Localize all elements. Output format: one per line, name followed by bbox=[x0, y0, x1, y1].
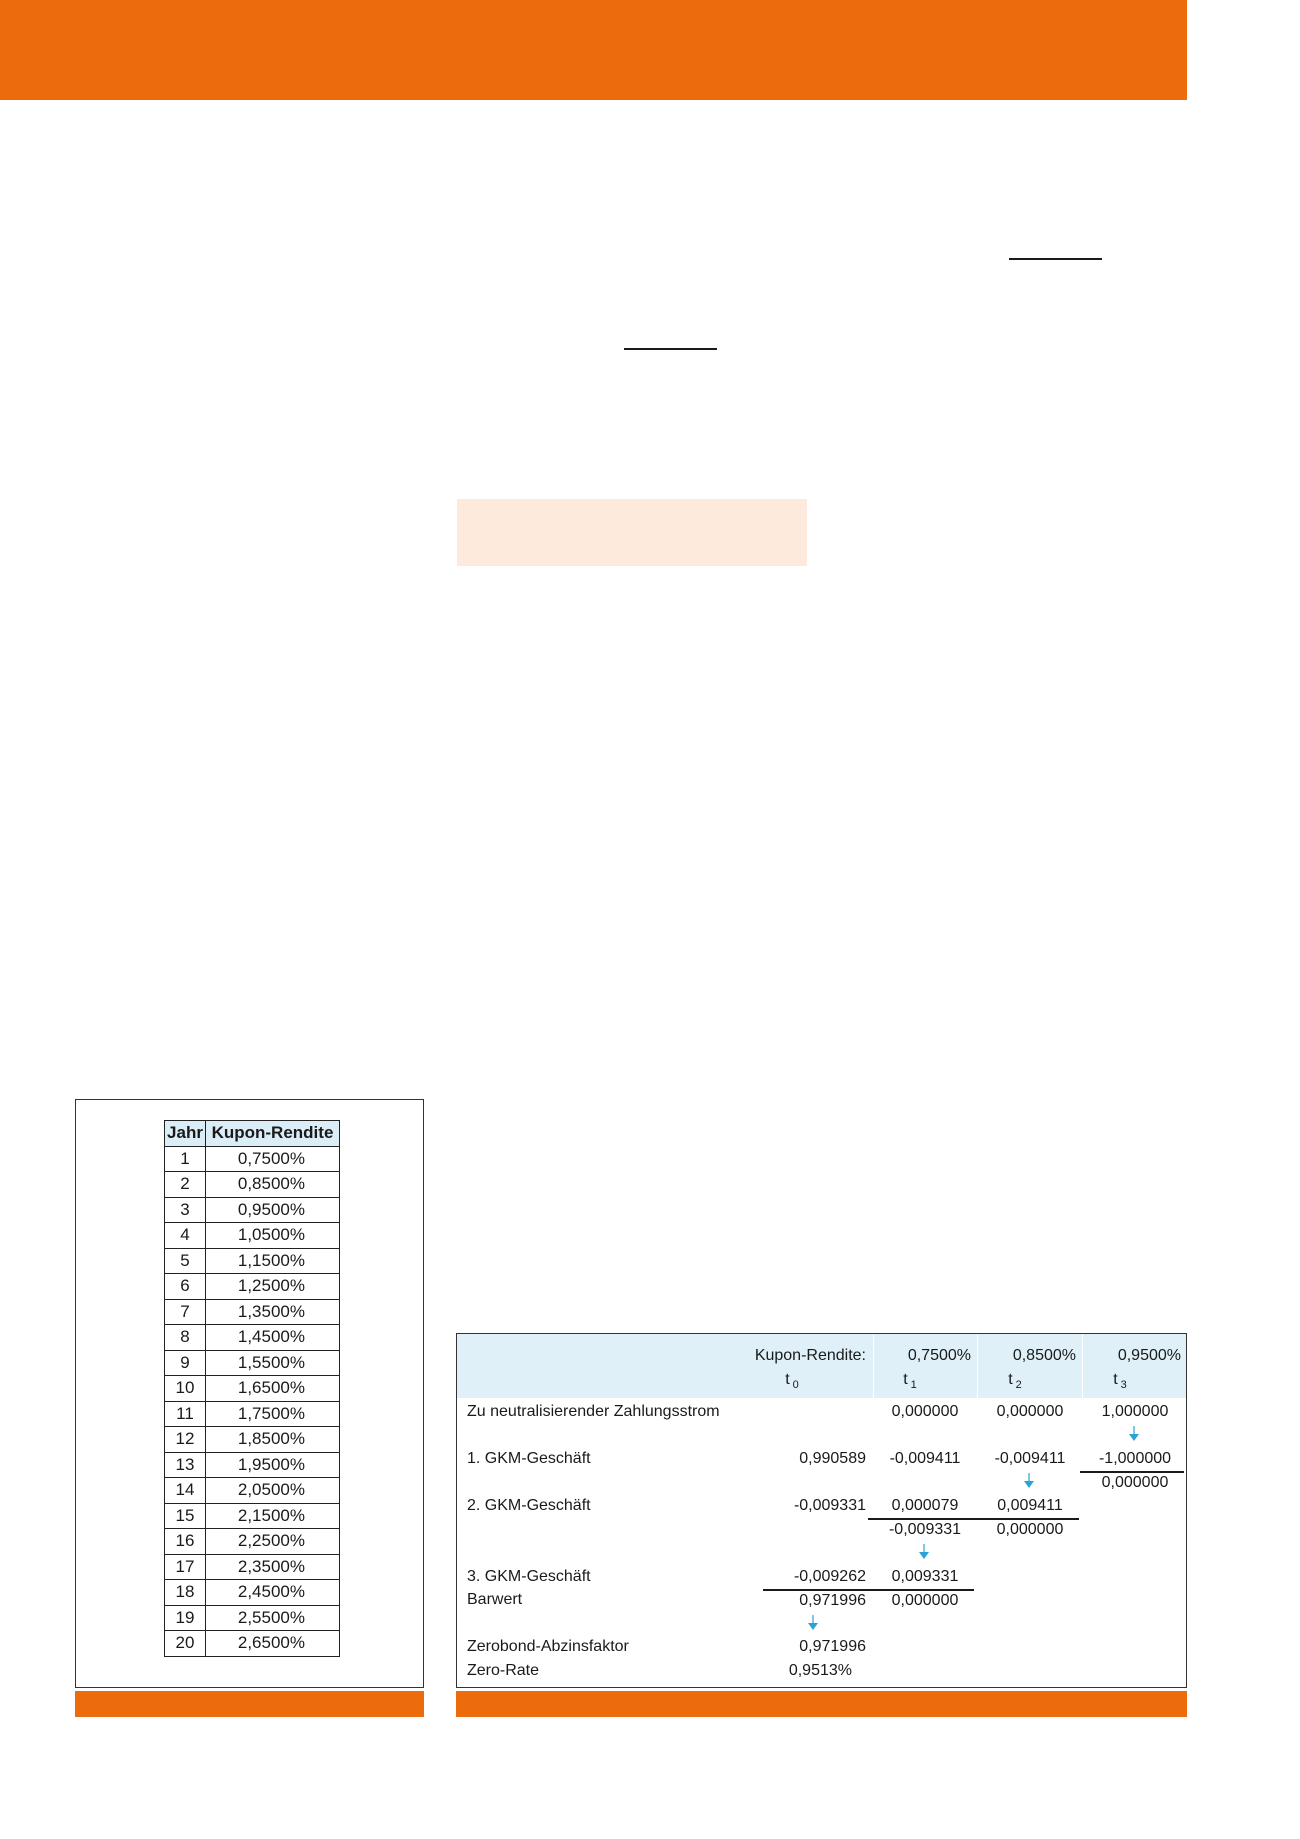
year-cell: 15 bbox=[165, 1503, 206, 1529]
coupon-yield-cell: 1,6500% bbox=[206, 1376, 340, 1402]
gkm-1-sum-t3: 0,000000 bbox=[1101, 1474, 1169, 1491]
coupon-yield-cell: 1,3500% bbox=[206, 1299, 340, 1325]
left-panel-footer-bar bbox=[75, 1691, 424, 1717]
gkm-2-sum-t2: 0,000000 bbox=[996, 1521, 1064, 1538]
top-banner bbox=[0, 0, 1187, 100]
table-row bbox=[165, 1248, 340, 1274]
year-cell: 16 bbox=[165, 1529, 206, 1555]
table-row bbox=[165, 1605, 340, 1631]
coupon-yield-cell: 2,1500% bbox=[206, 1503, 340, 1529]
coupon-yield-cell: 2,2500% bbox=[206, 1529, 340, 1555]
discount-factor-t0: 0,971996 bbox=[799, 1638, 866, 1655]
header-time-t2: t $_2$ bbox=[1008, 1371, 1022, 1391]
coupon-yield-cell: 1,9500% bbox=[206, 1452, 340, 1478]
gkm-1-t1: -0,009411 bbox=[889, 1450, 961, 1467]
yield-table-panel bbox=[75, 1099, 424, 1688]
row-label-present-value: Barwert bbox=[467, 1591, 523, 1608]
yield-table-header bbox=[165, 1121, 340, 1147]
year-cell: 10 bbox=[165, 1376, 206, 1402]
calc-header bbox=[457, 1334, 1186, 1398]
cashflow-t3: 1,000000 bbox=[1101, 1403, 1169, 1420]
table-row bbox=[165, 1197, 340, 1223]
header-time-t0: t $_0$ bbox=[785, 1371, 799, 1391]
bootstrapping-panel bbox=[456, 1333, 1187, 1688]
year-cell: 1 bbox=[165, 1146, 206, 1172]
year-cell: 5 bbox=[165, 1248, 206, 1274]
gkm-2-t0: -0,009331 bbox=[793, 1497, 866, 1514]
coupon-yield-cell: 1,2500% bbox=[206, 1274, 340, 1300]
year-cell: 6 bbox=[165, 1274, 206, 1300]
gkm-1-t2: -0,009411 bbox=[994, 1450, 1066, 1467]
right-panel-footer-bar bbox=[456, 1691, 1187, 1717]
gkm-1-t0: 0,990589 bbox=[799, 1450, 866, 1467]
arrow-down-icon bbox=[1023, 1473, 1035, 1489]
zero-rate-t0: 0,9513% bbox=[788, 1662, 852, 1679]
fraction-rule-lower bbox=[624, 348, 717, 350]
table-row bbox=[165, 1503, 340, 1529]
table-row bbox=[165, 1401, 340, 1427]
gkm-2-t2: 0,009411 bbox=[997, 1497, 1063, 1514]
coupon-yield-cell: 2,5500% bbox=[206, 1605, 340, 1631]
year-cell: 19 bbox=[165, 1605, 206, 1631]
fraction-rule-upper bbox=[1009, 258, 1102, 260]
header-rate-t1: 0,7500% bbox=[907, 1347, 971, 1364]
year-cell: 20 bbox=[165, 1631, 206, 1657]
table-row bbox=[165, 1223, 340, 1249]
table-row bbox=[165, 1325, 340, 1351]
coupon-yield-cell: 1,7500% bbox=[206, 1401, 340, 1427]
year-cell: 14 bbox=[165, 1478, 206, 1504]
row-label-gkm-1: 1. GKM-Geschäft bbox=[467, 1450, 591, 1467]
table-row bbox=[165, 1631, 340, 1657]
header-time-t3: t $_3$ bbox=[1113, 1371, 1127, 1391]
yield-table bbox=[164, 1120, 340, 1657]
gkm-2-t1: 0,000079 bbox=[891, 1497, 959, 1514]
table-row bbox=[165, 1478, 340, 1504]
column-header-year: Jahr bbox=[165, 1121, 206, 1147]
gkm-1-t3: -1,000000 bbox=[1098, 1450, 1172, 1467]
coupon-yield-cell: 0,9500% bbox=[206, 1197, 340, 1223]
year-cell: 13 bbox=[165, 1452, 206, 1478]
arrow-down-icon bbox=[918, 1544, 930, 1560]
table-row bbox=[165, 1146, 340, 1172]
coupon-yield-cell: 2,4500% bbox=[206, 1580, 340, 1606]
year-cell: 18 bbox=[165, 1580, 206, 1606]
present-value-t0: 0,971996 bbox=[799, 1592, 866, 1609]
year-cell: 7 bbox=[165, 1299, 206, 1325]
column-header-coupon-yield: Kupon-Rendite bbox=[206, 1121, 340, 1147]
coupon-yield-cell: 2,6500% bbox=[206, 1631, 340, 1657]
year-cell: 9 bbox=[165, 1350, 206, 1376]
table-row bbox=[165, 1274, 340, 1300]
coupon-yield-cell: 0,8500% bbox=[206, 1172, 340, 1198]
table-row bbox=[165, 1529, 340, 1555]
year-cell: 2 bbox=[165, 1172, 206, 1198]
header-time-t1: t $_1$ bbox=[903, 1371, 917, 1391]
arrow-down-icon bbox=[807, 1615, 819, 1631]
row-label-gkm-2: 2. GKM-Geschäft bbox=[467, 1497, 591, 1514]
header-rate-t2: 0,8500% bbox=[1012, 1347, 1076, 1364]
year-cell: 12 bbox=[165, 1427, 206, 1453]
table-row bbox=[165, 1452, 340, 1478]
table-row bbox=[165, 1299, 340, 1325]
year-cell: 8 bbox=[165, 1325, 206, 1351]
table-row bbox=[165, 1376, 340, 1402]
year-cell: 17 bbox=[165, 1554, 206, 1580]
year-cell: 4 bbox=[165, 1223, 206, 1249]
highlight-box bbox=[457, 499, 807, 566]
coupon-yield-cell: 2,3500% bbox=[206, 1554, 340, 1580]
row-label-zero-rate: Zero-Rate bbox=[467, 1662, 540, 1679]
table-row bbox=[165, 1350, 340, 1376]
cashflow-t1: 0,000000 bbox=[891, 1403, 959, 1420]
coupon-yield-cell: 1,8500% bbox=[206, 1427, 340, 1453]
cashflow-t2: 0,000000 bbox=[996, 1403, 1064, 1420]
table-row bbox=[165, 1427, 340, 1453]
coupon-yield-cell: 0,7500% bbox=[206, 1146, 340, 1172]
row-label-cashflow: Zu neutralisierender Zahlungsstrom bbox=[467, 1403, 720, 1420]
row-label-gkm-3: 3. GKM-Geschäft bbox=[467, 1568, 591, 1585]
table-row bbox=[165, 1172, 340, 1198]
coupon-yield-cell: 1,5500% bbox=[206, 1350, 340, 1376]
coupon-yield-cell: 1,4500% bbox=[206, 1325, 340, 1351]
coupon-yield-cell: 1,1500% bbox=[206, 1248, 340, 1274]
row-label-discount-factor: Zerobond-Abzinsfaktor bbox=[467, 1638, 629, 1655]
year-cell: 3 bbox=[165, 1197, 206, 1223]
coupon-yield-cell: 2,0500% bbox=[206, 1478, 340, 1504]
table-row bbox=[165, 1554, 340, 1580]
arrow-down-icon bbox=[1128, 1426, 1140, 1442]
year-cell: 11 bbox=[165, 1401, 206, 1427]
header-coupon-label: Kupon-Rendite: bbox=[754, 1347, 866, 1364]
gkm-2-sum-t1: -0,009331 bbox=[888, 1521, 962, 1538]
coupon-yield-cell: 1,0500% bbox=[206, 1223, 340, 1249]
gkm-3-t1: 0,009331 bbox=[891, 1568, 959, 1585]
header-rate-t3: 0,9500% bbox=[1117, 1347, 1181, 1364]
table-row bbox=[165, 1580, 340, 1606]
gkm-3-t0: -0,009262 bbox=[793, 1568, 866, 1585]
present-value-t1: 0,000000 bbox=[891, 1592, 959, 1609]
